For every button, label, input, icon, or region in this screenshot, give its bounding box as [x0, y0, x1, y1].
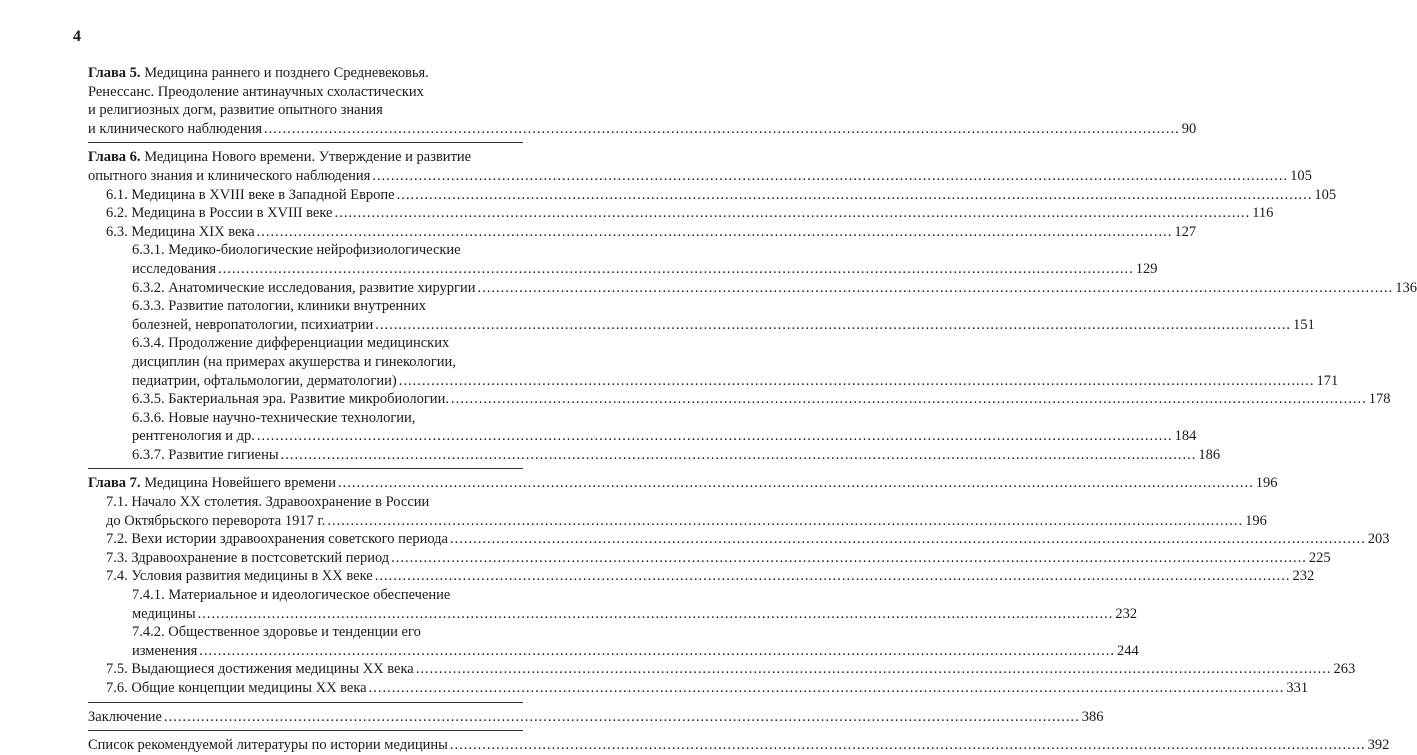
section-title-line: медицины [132, 605, 196, 622]
leader-dots [477, 279, 1393, 298]
section-title: 6.3.2. Анатомические исследования, развитие хирургии [132, 279, 476, 296]
toc-entry-7-5[interactable] [88, 660, 1356, 679]
page-ref: 186 [1198, 446, 1221, 463]
page-ref: 127 [1174, 223, 1197, 240]
section-title-line: дисциплин (на примерах акушерства и гинекологии, [132, 353, 456, 370]
page-ref: 171 [1316, 372, 1339, 389]
leader-dots [264, 120, 1180, 139]
leader-dots [164, 708, 1080, 727]
section-title: 6.1. Медицина в XVIII веке в Западной Европе [106, 186, 395, 203]
chapter-title-line: и религиозных догм, развитие опытного знания [88, 102, 383, 119]
section-title: 7.5. Выдающиеся достижения медицины XX века [106, 661, 414, 678]
leader-dots [334, 204, 1250, 223]
toc-entry-6-3-3[interactable] [88, 297, 1315, 334]
page-ref: 136 [1395, 279, 1417, 296]
leader-dots [327, 512, 1243, 531]
chapter-title: Медицина Новейшего времени [144, 475, 337, 492]
page-ref: 116 [1252, 205, 1274, 222]
section-title-line: рентгенология и др. [132, 428, 255, 445]
page-ref: 392 [1367, 737, 1390, 754]
divider [88, 142, 523, 143]
toc-entry-6-3-2[interactable] [88, 279, 1417, 298]
leader-dots [391, 549, 1307, 568]
chapter-label: Глава 7. [88, 475, 141, 492]
chapter-title-line: Медицина раннего и позднего Средневековья. [144, 65, 429, 81]
toc-entry-7-1[interactable] [88, 493, 1267, 530]
leader-dots [369, 679, 1285, 698]
section-title-line: до Октябрьского переворота 1917 г. [106, 512, 326, 529]
toc-entry-6-1[interactable] [88, 186, 1337, 205]
section-title: 7.4. Условия развития медицины в XX веке [106, 568, 373, 585]
toc-entry-bibliography[interactable] [88, 736, 1390, 755]
section-title: 6.3.7. Развитие гигиены [132, 446, 279, 463]
toc-entry-7-6[interactable] [88, 679, 1309, 698]
table-of-contents [88, 64, 1417, 755]
page-ref: 129 [1135, 260, 1158, 277]
leader-dots [372, 167, 1288, 186]
section-title: 7.3. Здравоохранение в постсоветский период [106, 549, 390, 566]
section-title-line: 6.3.6. Новые научно-технические технологии, [132, 409, 416, 426]
chapter-title-line: и клинического наблюдения [88, 120, 263, 137]
toc-entry-7-2[interactable] [88, 530, 1390, 549]
toc-entry-chapter-5[interactable] [88, 64, 1197, 138]
leader-dots [451, 390, 1367, 409]
page-ref: 105 [1290, 167, 1312, 184]
leader-dots [375, 316, 1291, 335]
page-ref: 225 [1308, 549, 1331, 566]
leader-dots [281, 446, 1197, 465]
section-title: Заключение [88, 708, 162, 725]
section-title: 7.6. Общие концепции медицины XX века [106, 680, 367, 696]
chapter-title-line: Ренессанс. Преодоление антинаучных схоластических [88, 83, 424, 100]
leader-dots [450, 530, 1366, 549]
toc-entry-7-4-2[interactable] [88, 623, 1139, 660]
page-ref: 196 [1255, 475, 1278, 492]
section-title-line: 6.3.1. Медико-биологические нейрофизиологические [132, 242, 461, 259]
section-title-line: изменения [132, 642, 198, 659]
section-title: 7.2. Вехи истории здравоохранения советского периода [106, 531, 448, 548]
toc-entry-6-3-5[interactable] [88, 390, 1391, 409]
leader-dots [399, 372, 1315, 391]
section-title-line: 7.1. Начало XX столетия. Здравоохранение в России [106, 494, 430, 511]
toc-entry-conclusion[interactable] [88, 708, 1104, 727]
toc-entry-6-3-4[interactable] [88, 334, 1339, 390]
page-ref: 151 [1293, 316, 1315, 333]
section-title-line: 7.4.2. Общественное здоровье и тенденции его [132, 624, 421, 641]
section-title: 6.3. Медицина XIX века [106, 223, 255, 240]
page-number: 4 [73, 28, 81, 45]
divider [88, 702, 523, 703]
toc-entry-chapter-7[interactable] [88, 474, 1278, 493]
toc-entry-6-3-1[interactable] [88, 241, 1158, 278]
page-ref: 178 [1368, 391, 1391, 408]
page-ref: 196 [1245, 512, 1267, 529]
chapter-title-line: опытного знания и клинического наблюдения [88, 167, 371, 184]
chapter-title-line: Медицина Нового времени. Утверждение и развитие [144, 149, 472, 166]
page-ref: 232 [1292, 568, 1315, 585]
page-ref: 105 [1314, 186, 1337, 203]
leader-dots [218, 260, 1134, 279]
leader-dots [257, 427, 1173, 446]
section-title-line: исследования [132, 260, 217, 277]
divider [88, 730, 523, 731]
chapter-label: Глава 6. [88, 149, 141, 166]
section-title: Список рекомендуемой литературы по истории медицины [88, 737, 448, 754]
section-title-line: 7.4.1. Материальное и идеологическое обеспечение [132, 587, 451, 604]
toc-entry-6-3-7[interactable] [88, 446, 1221, 465]
section-title-line: болезней, невропатологии, психиатрии [132, 316, 374, 333]
page-ref: 244 [1117, 642, 1139, 659]
leader-dots [450, 736, 1366, 755]
section-title: 6.2. Медицина в России в XVIII веке [106, 205, 333, 222]
toc-entry-6-2[interactable] [88, 204, 1274, 223]
leader-dots [198, 605, 1114, 624]
toc-entry-chapter-6[interactable] [88, 148, 1312, 185]
page-ref: 184 [1174, 428, 1197, 445]
leader-dots [257, 223, 1173, 242]
page-ref: 386 [1081, 708, 1104, 725]
toc-entry-6-3[interactable] [88, 223, 1197, 242]
toc-entry-7-4[interactable] [88, 567, 1315, 586]
toc-entry-7-4-1[interactable] [88, 586, 1138, 623]
chapter-label: Глава 5. [88, 65, 141, 81]
leader-dots [338, 474, 1254, 493]
page-ref: 203 [1367, 531, 1390, 548]
page-ref: 232 [1115, 605, 1138, 622]
page-ref: 90 [1181, 120, 1197, 137]
leader-dots [397, 186, 1313, 205]
section-title-line: 6.3.3. Развитие патологии, клиники внутренних [132, 298, 427, 315]
leader-dots [375, 567, 1291, 586]
section-title-line: 6.3.4. Продолжение дифференциации медицинских [132, 335, 450, 352]
leader-dots [199, 642, 1115, 661]
toc-entry-7-3[interactable] [88, 549, 1331, 568]
toc-entry-6-3-6[interactable] [88, 409, 1197, 446]
divider [88, 468, 523, 469]
leader-dots [416, 660, 1332, 679]
section-title: 6.3.5. Бактериальная эра. Развитие микробиологии. [132, 391, 449, 408]
page-ref: 263 [1333, 661, 1356, 678]
section-title-line: педиатрии, офтальмологии, дерматологии) [132, 372, 397, 389]
page-ref: 331 [1286, 680, 1309, 696]
